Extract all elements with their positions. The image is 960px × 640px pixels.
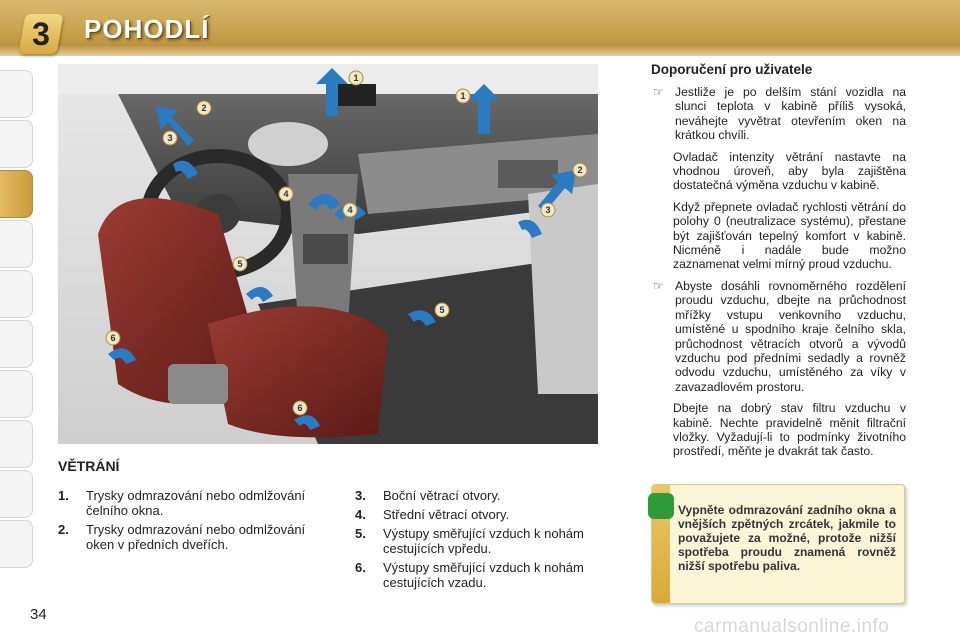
- callout-label: 6: [297, 403, 303, 413]
- legend-item: [355, 526, 595, 556]
- legend-number: 5.: [355, 526, 366, 541]
- car-interior-drawing: [58, 64, 598, 444]
- legend-text: Výstupy směřující vzduch k nohám cestujících vpředu.: [383, 526, 584, 556]
- chapter-tab[interactable]: [0, 520, 33, 568]
- tip-text: Vypněte odmrazování zadního okna a vnějších zpětných zrcátek, jakmile to považujete za možné, protože nižší spotřeba proudu znamená rovněž nižší spotřebu paliva.: [678, 503, 896, 573]
- header-strip: [0, 44, 960, 56]
- legend-text: Střední větrací otvory.: [383, 507, 510, 522]
- tip-sidebar: [652, 485, 670, 603]
- callout-label: 2: [577, 165, 583, 175]
- radio-unit: [303, 234, 348, 264]
- callout-label: 1: [353, 73, 359, 83]
- recommendation-paragraph: Když přepnete ovladač rychlosti větrání do polohy 0 (neutralizace systému), přestane být zajišťován tepelný komfort v kabině. Nicméně i nadále bude možno zaznamenat velmi mírný proud vzduchu.: [673, 199, 906, 272]
- callout-label: 3: [167, 133, 173, 143]
- page-number: 34: [30, 606, 47, 623]
- chapter-tab[interactable]: [0, 470, 33, 518]
- watermark: carmanualsonline.info: [694, 616, 890, 637]
- callout-label: 2: [201, 103, 207, 113]
- legend-right: [355, 488, 595, 594]
- legend-left: [58, 488, 313, 556]
- legend-text: Trysky odmrazování nebo odmlžování čelního okna.: [86, 488, 306, 518]
- callout-label: 4: [283, 189, 289, 199]
- legend-item: [355, 560, 595, 590]
- legend-number: 3.: [355, 488, 366, 503]
- legend-text: Trysky odmrazování nebo odmlžování oken v předních dveřích.: [86, 522, 306, 552]
- legend-item: [58, 522, 313, 552]
- callout-label: 3: [545, 205, 551, 215]
- legend-number: 4.: [355, 507, 366, 522]
- pointing-hand-icon: ☞: [653, 85, 664, 99]
- pointing-hand-icon: ☞: [653, 278, 664, 293]
- recommendation-paragraph: Dbejte na dobrý stav filtru vzduchu v kabině. Nechte pravidelně měnit filtrační vložky. Vyžadují-li to podmínky životního prostředí, měňte je dvakrát tak často.: [673, 401, 906, 459]
- legend-text: Výstupy směřující vzduch k nohám cestujících vzadu.: [383, 560, 584, 590]
- legend-number: 1.: [58, 488, 69, 503]
- chapter-number: 3: [32, 16, 50, 52]
- chapter-tab[interactable]: [0, 270, 33, 318]
- chapter-tab[interactable]: [0, 70, 33, 118]
- legend-item: [355, 507, 595, 522]
- chapter-tab[interactable]: [0, 120, 33, 168]
- callout-label: 5: [237, 259, 243, 269]
- bullet-text: Jestliže je po delším stání vozidla na slunci teplota v kabině příliš vysoká, neváhejte vyvětrat otevřením oken na krátkou chvíli.: [675, 85, 906, 143]
- armrest-console: [168, 364, 228, 404]
- glovebox: [498, 160, 558, 188]
- eco-tip-box: [651, 484, 905, 604]
- recommendation-paragraph: Ovladač intenzity větrání nastavte na vhodnou úroveň, aby byla zajištěna dostatečná výměna vzduchu v kabině.: [673, 149, 906, 193]
- legend-text: Boční větrací otvory.: [383, 488, 501, 503]
- chapter-title: POHODLÍ: [84, 14, 210, 44]
- door-panel: [528, 184, 598, 394]
- recommendations-column: [651, 62, 906, 466]
- callout-label: 6: [110, 333, 116, 343]
- chapter-tab[interactable]: [0, 420, 33, 468]
- chapter-tab[interactable]: [0, 320, 33, 368]
- clover-icon: [648, 493, 674, 519]
- legend-item: [355, 488, 595, 503]
- chapter-tab[interactable]: [0, 220, 33, 268]
- callout-label: 4: [347, 205, 353, 215]
- chapter-tab[interactable]: [0, 370, 33, 418]
- section-heading: VĚTRÁNÍ: [58, 458, 120, 474]
- chapter-tab-active[interactable]: [0, 170, 33, 218]
- legend-item: [58, 488, 313, 518]
- recommendations-title: Doporučení pro uživatele: [651, 62, 813, 77]
- legend-number: 6.: [355, 560, 366, 575]
- chapter-tabs: [0, 70, 34, 570]
- bullet-text: Abyste dosáhli rovnoměrného rozdělení proudu vzduchu, dbejte na průchodnost mřížky vstupu venkovního vzduchu, umístěné u spodního kraje čelního skla, průchodnost větracích otvorů a vývodů vzduchu pod předními sedadly a rovněž odvodu vzduchu, umístěného za víky v zavazadlovém prostoru.: [675, 278, 906, 394]
- car-interior-illustration: [58, 64, 598, 444]
- callout-label: 5: [439, 305, 445, 315]
- recommendation-bullet: [651, 279, 906, 394]
- legend-number: 2.: [58, 522, 69, 537]
- callout-label: 1: [460, 91, 466, 101]
- recommendation-bullet: [651, 85, 906, 143]
